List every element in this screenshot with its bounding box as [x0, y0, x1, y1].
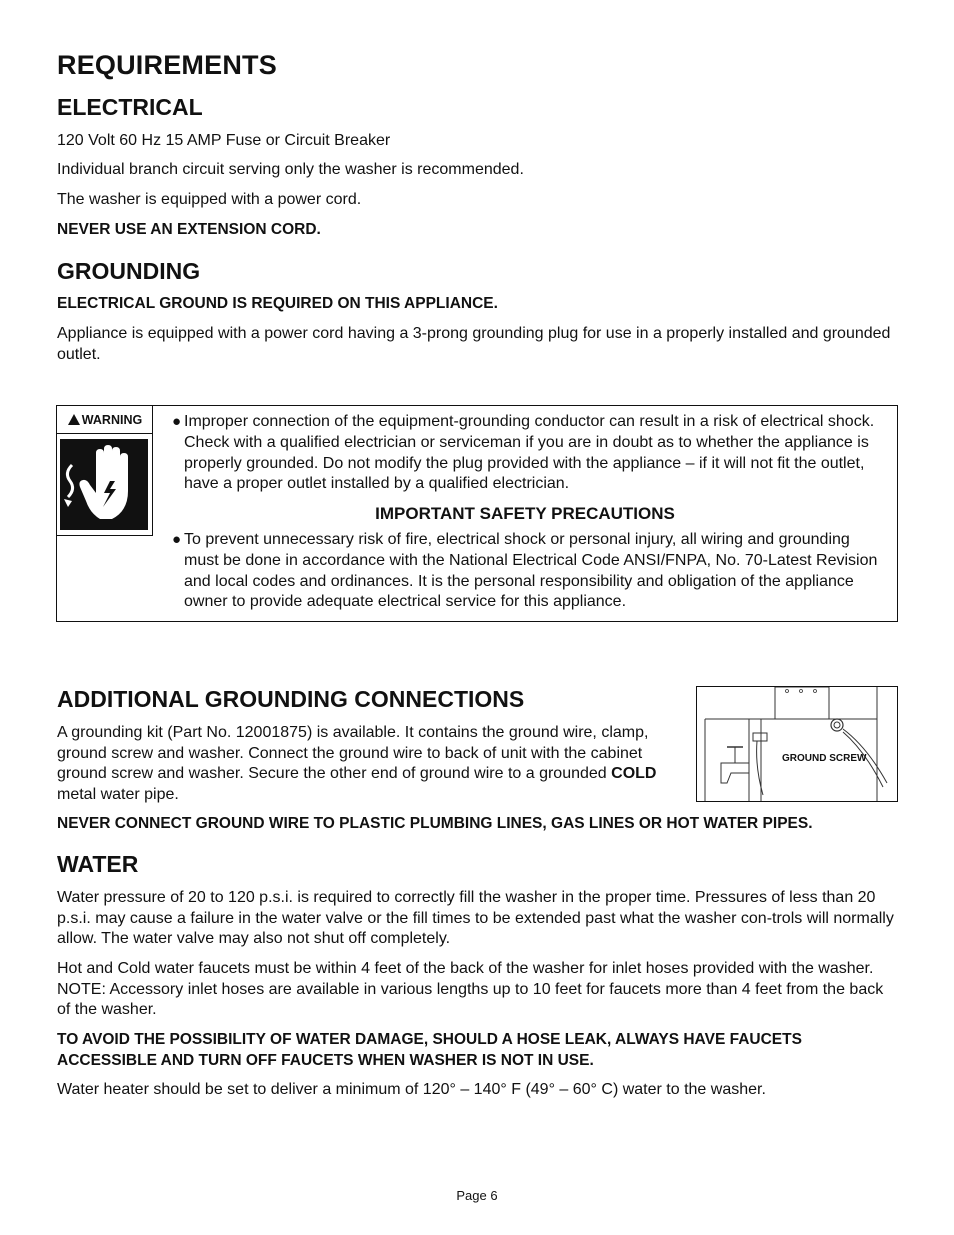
water-heater-paragraph: Water heater should be set to deliver a minimum of 120° – 140° F (49° – 60° C) water to the washer. [57, 1081, 766, 1098]
page-title: REQUIREMENTS [57, 50, 277, 80]
warning-bullet-1-text: Improper connection of the equipment-grounding conductor can result in a risk of electrical shock. Check with a qualified electrician or serviceman if you are in doubt as to whether the appliance is properly grounded. Do not modify the plug provided with the appliance – if it will not fit the outlet, have a proper outlet installed by a qualified electrician. [184, 413, 875, 493]
grounding-heading: GROUNDING [57, 258, 201, 284]
additional-grounding-paragraph [57, 723, 677, 805]
warning-label-text: WARNING [81, 412, 143, 427]
warning-triangle-icon [68, 414, 80, 425]
water-faucet-paragraph: Hot and Cold water faucets must be within 4 feet of the back of the washer for inlet hoses provided with the washer. NOTE: Accessory inlet hoses are available in various lengths up to 10 feet for faucets more than 4 feet from the back of the washer. [57, 960, 884, 1018]
warning-bullet-1 [172, 412, 887, 495]
grounding-required: ELECTRICAL GROUND IS REQUIRED ON THIS APPLIANCE. [57, 295, 498, 312]
water-pressure-paragraph: Water pressure of 20 to 120 p.s.i. is required to correctly fill the washer in the proper time. Pressures of less than 20 p.s.i. may cause a failure in the water valve or the fill times to be extended past what the washer con-trols will normally allow. The water valve may also not shut off completely. [57, 889, 894, 947]
warning-bullet-2-text: To prevent unnecessary risk of fire, electrical shock or personal injury, all wiring and grounding must be done in accordance with the National Electrical Code ANSI/FNPA, No. 70-Latest Revision and local codes and ordinances. It is the personal responsibility and obligation of the appliance owner to provide adequate electrical service for this appliance. [184, 531, 878, 611]
kit-text-cold: COLD [611, 765, 657, 782]
electrical-line-1: 120 Volt 60 Hz 15 AMP Fuse or Circuit Breaker [57, 132, 391, 149]
kit-text-start: A grounding kit (Part No. 12001875) is available. It contains the ground wire, clamp, ground screw and washer. Connect the ground wire to back of unit with the cabinet ground screw and washer. Secure the other end of ground wire to a grounded [57, 724, 649, 782]
water-heading: WATER [57, 851, 139, 877]
warning-box [56, 405, 898, 622]
ground-screw-figure [696, 686, 898, 802]
warning-bullet-2 [172, 530, 887, 613]
electrical-extension-warning: NEVER USE AN EXTENSION CORD. [57, 221, 321, 238]
water-damage-warning: TO AVOID THE POSSIBILITY OF WATER DAMAGE, SHOULD A HOSE LEAK, ALWAYS HAVE FAUCETS ACCESSIBLE AND TURN OFF FAUCETS WHEN WASHER IS NOT IN USE. [57, 1031, 802, 1069]
warning-label [57, 406, 153, 434]
ground-screw-illustration [697, 687, 898, 802]
electrical-heading: ELECTRICAL [57, 94, 203, 120]
bullet-dot-icon: ● [172, 413, 182, 430]
kit-text-end: metal water pipe. [57, 785, 179, 803]
electrical-line-2: Individual branch circuit serving only the washer is recommended. [57, 161, 524, 178]
safety-precautions-heading: IMPORTANT SAFETY PRECAUTIONS [375, 504, 675, 523]
bullet-dot-icon: ● [172, 531, 182, 548]
ground-screw-label: GROUND SCREW [782, 753, 867, 764]
additional-grounding-heading: ADDITIONAL GROUNDING CONNECTIONS [57, 686, 525, 712]
ground-wire-warning: NEVER CONNECT GROUND WIRE TO PLASTIC PLUMBING LINES, GAS LINES OR HOT WATER PIPES. [57, 815, 813, 832]
grounding-paragraph: Appliance is equipped with a power cord having a 3-prong grounding plug for use in a properly installed and grounded outlet. [57, 325, 891, 363]
page-number: Page 6 [456, 1188, 498, 1203]
electrical-line-3: The washer is equipped with a power cord. [57, 191, 362, 208]
